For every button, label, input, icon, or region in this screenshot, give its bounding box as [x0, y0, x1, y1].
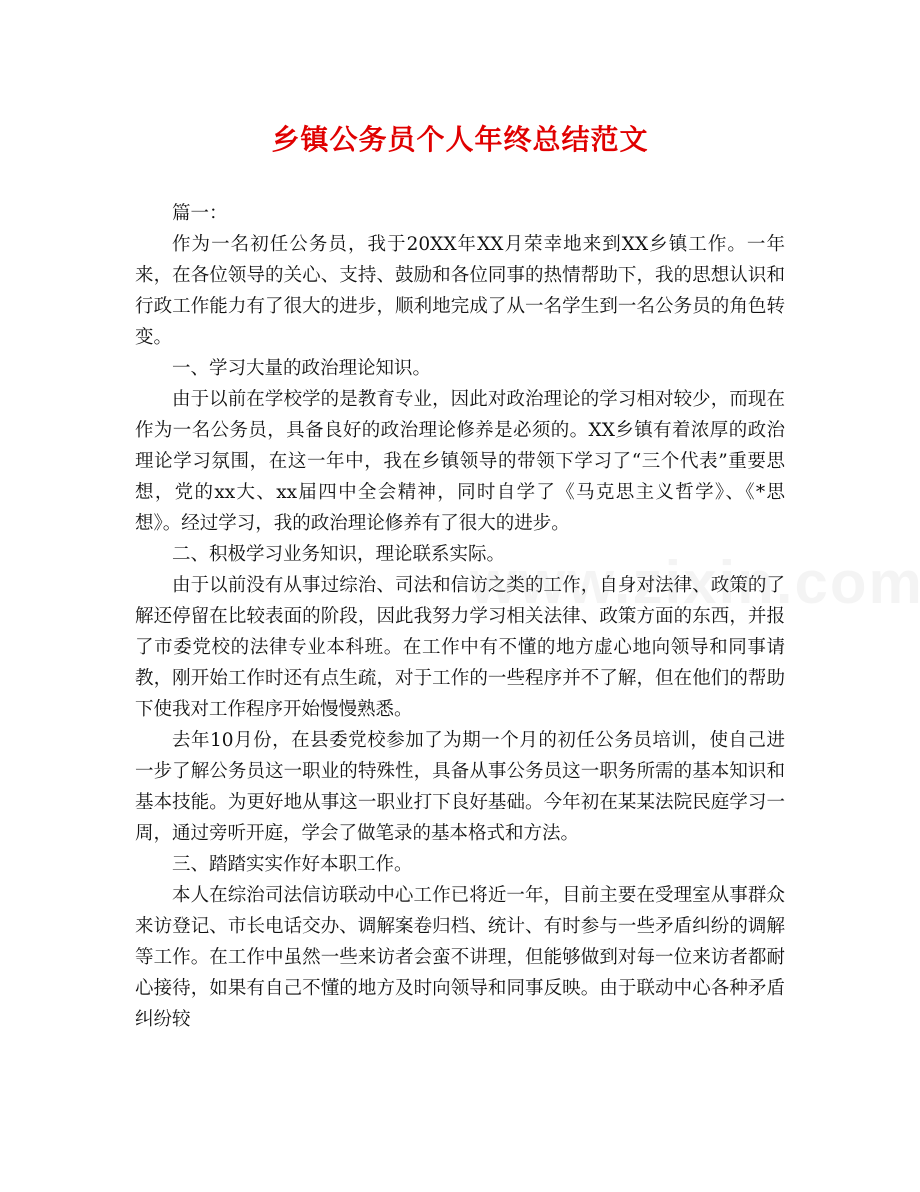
- document-body: [135, 198, 785, 1035]
- paragraph: 篇一：: [172, 203, 228, 224]
- section-heading: 一、学习大量的政治理论知识。: [172, 358, 432, 379]
- paragraph: 本人在综治司法信访联动中心工作已将近一年，目前主要在受理室从事群众来访登记、市长电话交办、调解案卷归档、统计、有时参与一些矛盾纠纷的调解等工作。在工作中虽然一些来访者会蛮不讲理，但能够做到对每一位来访者都耐心接待，如果有自己不懂的地方及时向领导和同事反映。由于联动中心各种矛盾纠纷较: [135, 885, 785, 1030]
- section-heading: 三、踏踏实实作好本职工作。: [172, 854, 413, 875]
- section-heading: 二、积极学习业务知识，理论联系实际。: [172, 544, 506, 565]
- paragraph: 由于以前没有从事过综治、司法和信访之类的工作，自身对法律、政策的了解还停留在比较表面的阶段，因此我努力学习相关法律、政策方面的东西，并报了市委党校的法律专业本科班。在工作中有不懂的地方虚心地向领导和同事请教，刚开始工作时还有点生疏，对于工作的一些程序并不了解，但在他们的帮助下使我对工作程序开始慢慢熟悉。: [135, 575, 785, 720]
- paragraph: 由于以前在学校学的是教育专业，因此对政治理论的学习相对较少，而现在作为一名公务员，具备良好的政治理论修养是必须的。XX乡镇有着浓厚的政治理论学习氛围，在这一年中，我在乡镇领导的带领下学习了“三个代表”重要思想，党的xx大、xx届四中全会精神，同时自学了《马克思主义哲学》、《*思想》。经过学习，我的政治理论修养有了很大的进步。: [135, 389, 785, 534]
- paragraph: 作为一名初任公务员，我于20XX年XX月荣幸地来到XX乡镇工作。一年来，在各位领导的关心、支持、鼓励和各位同事的热情帮助下，我的思想认识和行政工作能力有了很大的进步，顺利地完成了从一名学生到一名公务员的角色转变。: [135, 234, 785, 348]
- document-title: 乡镇公务员个人年终总结范文: [271, 123, 649, 156]
- paragraph: 去年10月份，在县委党校参加了为期一个月的初任公务员培训，使自己进一步了解公务员这一职业的特殊性，具备从事公务员这一职务所需的基本知识和基本技能。为更好地从事这一职业打下良好基础。今年初在某某法院民庭学习一周，通过旁听开庭，学会了做笔录的基本格式和方法。: [135, 730, 785, 844]
